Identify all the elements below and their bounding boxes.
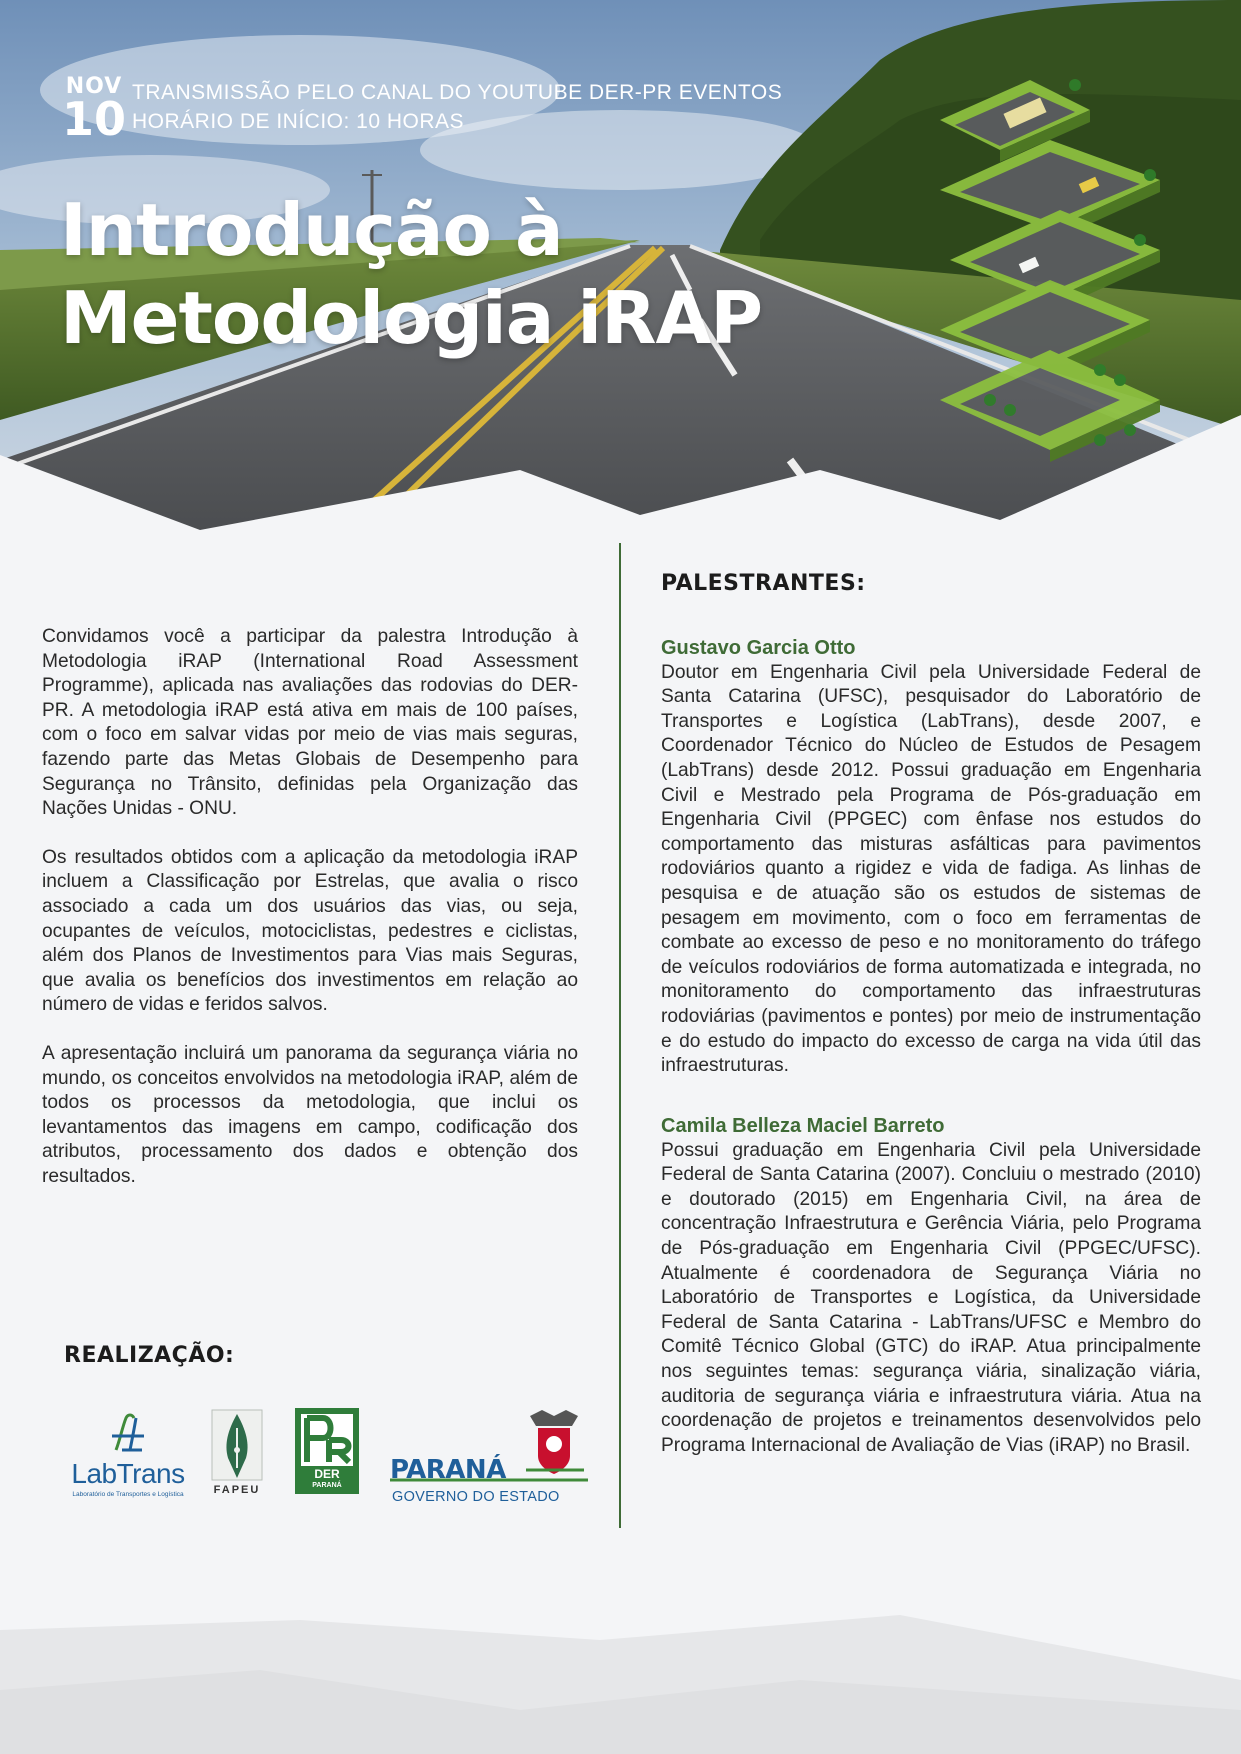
sponsor-logos: [60, 1400, 600, 1510]
title-line-2: Metodologia iRAP: [60, 276, 762, 360]
start-time: HORÁRIO DE INÍCIO: 10 HORAS: [132, 110, 465, 133]
title-line-1: Introdução à: [60, 188, 563, 272]
fapeu-name: FAPEU: [213, 1484, 261, 1496]
parana-government-logo: [390, 1408, 590, 1505]
event-day: 10: [62, 92, 127, 146]
speakers-section: [661, 572, 1201, 1492]
intro-paragraph: Convidamos você a participar da palestra Introdução à Metodologia iRAP (International Road Assessment Programme), aplicada nas avaliações das rodovias do DER-PR. A metodologia iRAP está ativa em mais de 100 países, com o foco em salvar vidas por meio de vias mais seguras, fazendo parte das Metas Globais de Desempenho para Segurança no Trânsito, definidas pela Organização das Nações Unidas - ONU.: [42, 626, 578, 820]
column-divider: [619, 543, 621, 1528]
intro-text: [42, 625, 578, 1213]
event-date: [62, 74, 127, 146]
der-subtitle: PARANÁ: [312, 1482, 342, 1489]
parana-subtitle: GOVERNO DO ESTADO: [392, 1489, 560, 1505]
fapeu-logo: [210, 1408, 264, 1500]
speaker-bio: Possui graduação em Engenharia Civil pela Universidade Federal de Santa Catarina (2007). Concluiu o mestrado (2010) e doutorado (2015) em Engenharia Civil, na área de concentração Infraestrutura e Gerência Viária, pelo Programa de Pós-graduação em Engenharia Civil (PPGEC/UFSC). Atualmente é coordenadora de Segurança Viária no Laboratório de Transportes e Logística, da Universidade Federal de Santa Catarina - LabTrans/UFSC e Membro do Comitê Técnico Global (GTC) do iRAP. Atua principalmente nos seguintes temas: segurança viária, sinalização viária, auditoria de segurança viária e infraestrutura viária. Atua na coordenação de projetos e treinamentos desenvolvidos pelo Programa Internacional de Avaliação de Vias (iRAP) no Brasil.: [661, 1139, 1201, 1456]
speaker-bio: Doutor em Engenharia Civil pela Universidade Federal de Santa Catarina (UFSC), pesquisador do Laboratório de Transportes e Logística (LabTrans), desde 2007, e Coordenador Técnico do Núcleo de Estudos de Pesagem (LabTrans) desde 2012. Possui graduação em Engenharia Civil e Mestrado pela Programa de Pós-graduação em Engenharia Civil (PPGEC) com ênfase nos estudos do comportamento das misturas asfálticas para pavimentos rodoviários quanto a rigidez e vida de fadiga. As linhas de pesquisa e de atuação são os estudos de sistemas de pesagem em movimento, com o foco em ferramentas de combate ao excesso de peso e no monitoramento do tráfego de veículos rodoviários de forma automatizada e integrada, no monitoramento do comportamento das infraestruturas rodoviárias (pavimentos e pontes) por meio de instrumentação e do estudo do impacto do excesso de carga na vida útil das infraestruturas.: [661, 661, 1201, 1077]
fapeu-pen-icon: [210, 1408, 264, 1482]
footer-band: [0, 1560, 1241, 1754]
labtrans-name: LabTrans: [71, 1458, 185, 1489]
speaker-name: Gustavo Garcia Otto: [661, 636, 856, 659]
sponsors-heading: REALIZAÇÃO:: [64, 1343, 235, 1368]
labtrans-emblem-icon: [64, 1410, 192, 1456]
broadcast-info: TRANSMISSÃO PELO CANAL DO YOUTUBE DER-PR EVENTOS: [132, 81, 783, 104]
der-name: DER: [314, 1467, 340, 1481]
event-info: [132, 78, 782, 136]
parana-name: PARANÁ: [390, 1455, 506, 1485]
event-month: NOV: [65, 74, 123, 99]
hero-banner: [0, 0, 1241, 540]
intro-paragraph: Os resultados obtidos com a aplicação da metodologia iRAP incluem a Classificação por Estrelas, que avalia o risco associado a cada um dos usuários das vias, ou seja, ocupantes de veículos, motociclistas, pedestres e ciclistas, além dos Planos de Investimentos para Vias mais Seguras, que avalia os benefícios dos investimentos em relação ao número de vidas e feridos salvos.: [42, 846, 578, 1016]
der-logo: [293, 1406, 361, 1496]
labtrans-logo: [64, 1410, 192, 1500]
labtrans-subtitle: Laboratório de Transportes e Logística: [72, 1491, 184, 1498]
speakers-heading: PALESTRANTES:: [661, 571, 866, 596]
page-title: [60, 186, 762, 362]
intro-paragraph: A apresentação incluirá um panorama da segurança viária no mundo, os conceitos envolvidos na metodologia iRAP, além de todos os processos da metodologia, que inclui os levantamentos das imagens em campo, codificação dos atributos, processamento dos dados e obtenção dos resultados.: [42, 1042, 578, 1187]
speaker-name: Camila Belleza Maciel Barreto: [661, 1114, 945, 1137]
